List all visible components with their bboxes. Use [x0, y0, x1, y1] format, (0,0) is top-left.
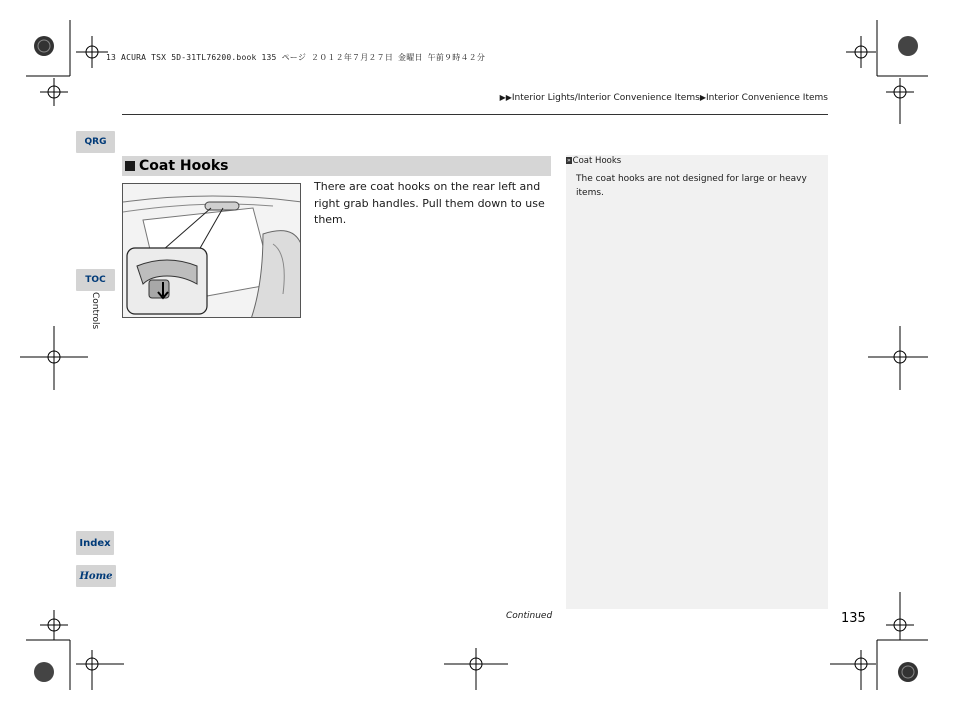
page-number: 135 — [841, 611, 866, 626]
section-side-label: Controls — [90, 292, 100, 330]
tab-index[interactable]: Index — [76, 531, 114, 555]
breadcrumb-item[interactable]: Interior Convenience Items — [705, 93, 828, 103]
coat-hook-illustration — [122, 183, 301, 318]
breadcrumb-arrow-icon: ▶▶ — [499, 93, 512, 102]
double-chevron-icon: » — [567, 157, 571, 164]
sidebar-note-heading — [566, 156, 621, 166]
breadcrumb-arrow-icon: ▶ — [699, 93, 706, 102]
header-rule — [122, 114, 828, 115]
sidebar-note-box — [566, 155, 828, 609]
square-bullet-icon — [125, 161, 135, 171]
section-body-text: There are coat hooks on the rear left and right grab handles. Pull them down to use them. — [314, 180, 545, 226]
tab-qrg[interactable]: QRG — [76, 131, 115, 153]
sidebar-note-title: Coat Hooks — [572, 156, 622, 166]
tab-home[interactable]: Home — [76, 565, 116, 587]
sidebar-note-text: The coat hooks are not designed for large or heavy items. — [576, 174, 807, 198]
print-header: 13 ACURA TSX 5D-31TL76200.book 135 ページ ２０１２年７月２７日 金曜日 午前９時４２分 — [106, 53, 486, 62]
section-title: Coat Hooks — [139, 158, 229, 174]
continued-label: Continued — [506, 611, 553, 621]
tab-toc[interactable]: TOC — [76, 269, 115, 291]
breadcrumb-item[interactable]: Interior Lights/Interior Convenience Items — [511, 93, 700, 103]
breadcrumb — [500, 93, 828, 103]
section-heading-bar — [122, 156, 551, 176]
